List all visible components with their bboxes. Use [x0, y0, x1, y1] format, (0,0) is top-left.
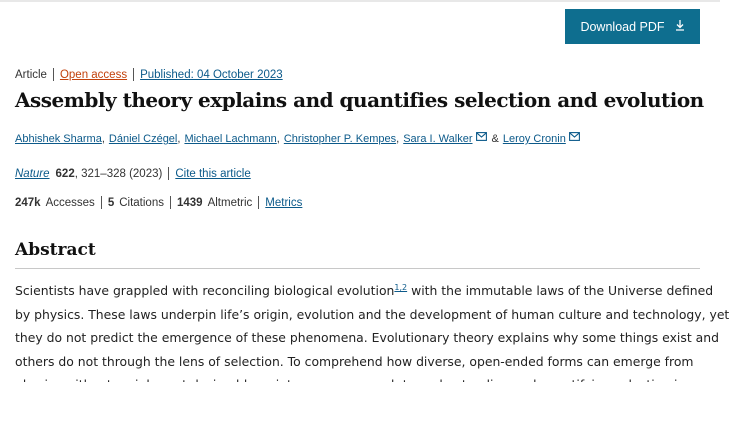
abstract-text — [15, 276, 729, 382]
author-link[interactable]: Sara I. Walker — [403, 133, 473, 145]
bottom-whitespace — [0, 382, 720, 426]
pages: , 321–328 (2023) — [74, 167, 163, 180]
accesses-count: 247k — [15, 196, 41, 209]
abstract-heading: Abstract — [15, 240, 96, 260]
divider — [101, 196, 102, 209]
author-separator: , — [276, 133, 280, 145]
reference-link[interactable]: 1,2 — [394, 283, 408, 292]
altmetric-label: Altmetric — [207, 196, 253, 209]
abstract-line: they do not predict the emergence of these phenomena. Evolutionary theory explains why some things exist and — [15, 330, 719, 346]
open-access-link[interactable]: Open access — [59, 68, 128, 81]
divider — [258, 196, 259, 209]
abstract-segment: with the immutable laws of the Universe defined — [407, 283, 714, 299]
article-title: Assembly theory explains and quantifies selection and evolution — [15, 88, 704, 112]
volume: 622 — [55, 167, 75, 180]
download-pdf-button[interactable] — [565, 9, 700, 44]
download-pdf-label: Download PDF — [580, 19, 665, 34]
author-link[interactable]: Dániel Czégel — [108, 133, 178, 145]
abstract-line — [15, 276, 714, 303]
citation-line — [15, 167, 251, 180]
cite-this-article-link[interactable]: Cite this article — [175, 167, 251, 180]
section-rule — [15, 268, 700, 269]
author-separator: , — [177, 133, 181, 145]
journal-link[interactable]: Nature — [15, 167, 50, 180]
divider — [53, 68, 54, 81]
published-date-link[interactable]: Published: 04 October 2023 — [140, 68, 283, 81]
top-border — [0, 0, 720, 2]
abstract-line: others do not through the lens of selection. To comprehend how diverse, open-ended forms can emerge from — [15, 353, 694, 369]
altmetric-count: 1439 — [176, 196, 203, 209]
divider — [168, 167, 169, 180]
divider — [133, 68, 134, 81]
author-link[interactable]: Michael Lachmann — [184, 133, 277, 145]
accesses-label: Accesses — [45, 196, 95, 209]
article-meta — [15, 68, 283, 81]
abstract-segment: Scientists have grappled with reconciling biological evolution — [15, 283, 395, 299]
metrics-link[interactable]: Metrics — [265, 196, 303, 209]
author-separator: , — [101, 133, 105, 145]
author-list — [15, 133, 581, 145]
author-link[interactable]: Abhishek Sharma — [15, 133, 102, 145]
citations-label: Citations — [119, 196, 164, 209]
divider — [170, 196, 171, 209]
article-metrics — [15, 196, 302, 209]
abstract-line: by physics. These laws underpin life’s origin, evolution and the development of human culture and technology, yet — [15, 306, 729, 322]
mail-icon[interactable] — [476, 132, 487, 141]
download-arrow-icon — [675, 20, 685, 34]
author-link[interactable]: Christopher P. Kempes — [283, 133, 397, 145]
article-type: Article — [15, 68, 47, 81]
author-separator: , — [396, 133, 400, 145]
author-link[interactable]: Leroy Cronin — [502, 133, 566, 145]
citations-count: 5 — [107, 196, 115, 209]
mail-icon[interactable] — [569, 132, 580, 141]
author-ampersand: & — [491, 133, 499, 145]
